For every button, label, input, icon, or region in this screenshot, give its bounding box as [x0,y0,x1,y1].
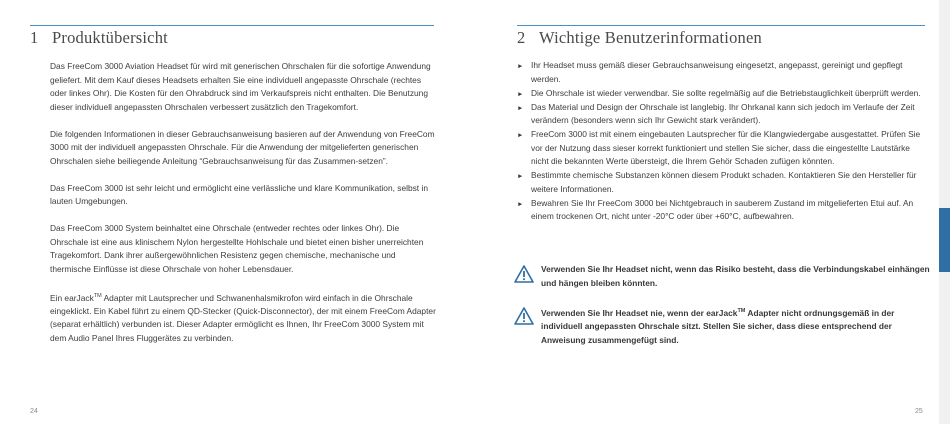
section-number: 2 [517,28,526,47]
page-number: 25 [915,408,923,415]
warning-text: Verwenden Sie Ihr Headset nie, wenn der earJack [541,307,738,318]
section-title: Wichtige Benutzerinformationen [539,28,762,47]
paragraph-text: Ein earJack [50,292,94,303]
list-item-text: Bestimmte chemische Substanzen können diesem Produkt schaden. Kontaktieren Sie den Hersteller für weitere Informationen. [531,170,917,194]
section-body [50,60,436,359]
list-item-text: Ihr Headset muss gemäß dieser Gebrauchsanweisung eingesetzt, angepasst, gereinigt und gepflegt werden. [531,60,903,84]
list-item [517,169,927,196]
section-title: Produktübersicht [52,28,168,47]
page-number: 24 [30,408,38,415]
warning-triangle-icon [514,307,534,325]
list-item [517,101,927,128]
right-page [475,0,950,424]
triangle-right-icon: ► [517,200,524,208]
section-rule [517,25,925,26]
list-item [517,87,927,101]
info-list [517,59,927,224]
triangle-right-icon: ► [517,173,524,180]
triangle-right-icon: ► [517,63,524,70]
triangle-right-icon: ► [517,132,524,139]
paragraph-text: Adapter mit Lautsprecher und Schwanenhalsmikrofon wird einfach in die Ohrschale eingeklickt. Ein Kabel führt zu einem QD-Stecker (Quick-Disconnector), der mit einem FreeCom Adapter (separat erhältlich) verbunden ist. Dieser Adapter ermöglicht es Ihnen, Ihr FreeCom 3000 System mit dem Audio Panel Ihres Fluggerätes zu verbinden. [50,292,436,343]
list-item [517,59,927,86]
paragraph: Das FreeCom 3000 Aviation Headset für wird mit generischen Ohrschalen für die sofortige Anwendung geliefert. Mit dem Kauf dieses Headsets erhalten Sie eine individuell angepasste Ohrschale (rechtes oder linkes Ohr). Die Kosten für den Ohrabdruck sind im Verkaufspreis nicht enthalten. Die Benutzung dieser individuell angepassten Ohrschalen verbessert zusätzlich den Tragekomfort. [50,61,431,112]
chapter-side-tab [939,208,950,272]
warning-triangle-icon [514,265,534,283]
section-number: 1 [30,28,39,47]
warning-note [541,263,933,290]
section-rule [30,25,434,26]
section-heading [517,28,762,48]
section-heading [30,28,168,48]
trademark-sup: TM [93,292,102,299]
list-item-text: Bewahren Sie Ihr FreeCom 3000 bei Nichtgebrauch in sauberem Zustand im mitgelieferten Etui auf. An einem trockenen Ort, nicht unter -20°C oder über +60°C, aufbewahren. [531,197,914,221]
trademark-sup: TM [737,308,746,314]
list-item-text: FreeCom 3000 ist mit einem eingebauten Lautsprecher für die Klangwiedergabe ausgestattet. Prüfen Sie vor der Nutzung dass sieser korrekt funktioniert und stellen Sie sicher, dass die eingestellte Lautstärke nicht die bekannten Werte übersteigt, die Ihrem Gehör Schaden zufügen könnten. [531,129,921,166]
list-item [517,128,927,169]
list-item [517,197,927,224]
warning-text: Verwenden Sie Ihr Headset nicht, wenn das Risiko besteht, dass die Verbindungskabel einhängen und hängen bleiben könnten. [541,264,930,288]
paragraph: Das FreeCom 3000 System beinhaltet eine Ohrschale (entweder rechtes oder linkes Ohr). Die Ohrschale ist eine aus klinischem Nylon hergestellte Hohlschale und bietet einen bisher unerreichten Tragekomfort. Dank ihrer außergewöhnlichen Resistenz gegen chemische, mechanische und thermische Einflüsse ist diese Ohrschale von hoher Lebensdauer. [50,223,424,274]
paragraph: Die folgenden Informationen in dieser Gebrauchsanweisung basieren auf der Anwendung von FreeCom 3000 mit der individuell angepassten Ohrschale. Für die Anwendung der mitgelieferten generischen Ohrschalen siehe beiliegende Anleitung “Gebrauchsanweisung für das Zusammen-setzen”. [50,128,435,166]
warning-text: Adapter nicht ordnungsgemäß in der individuell angepassten Ohrschale sitzt. Stellen Sie sicher, dass diese entsprechend der Anweisung zusammengefügt sind. [541,307,895,345]
paragraph [50,290,436,346]
list-item-text: Die Ohrschale ist wieder verwendbar. Sie sollte regelmäßig auf die Betriebstauglichkeit überprüft werden. [531,87,921,98]
triangle-right-icon: ► [517,104,524,112]
triangle-right-icon: ► [517,90,524,98]
paragraph: Das FreeCom 3000 ist sehr leicht und ermöglicht eine verlässliche und klare Kommunikation, selbst in lauten Umgebungen. [50,182,428,206]
warning-note [541,305,933,347]
list-item-text: Das Material und Design der Ohrschale ist langlebig. Ihr Ohrkanal kann sich jedoch im Verlaufe der Zeit verändern (besonders wenn sich Ihr Gewicht stark verändert). [531,101,915,125]
